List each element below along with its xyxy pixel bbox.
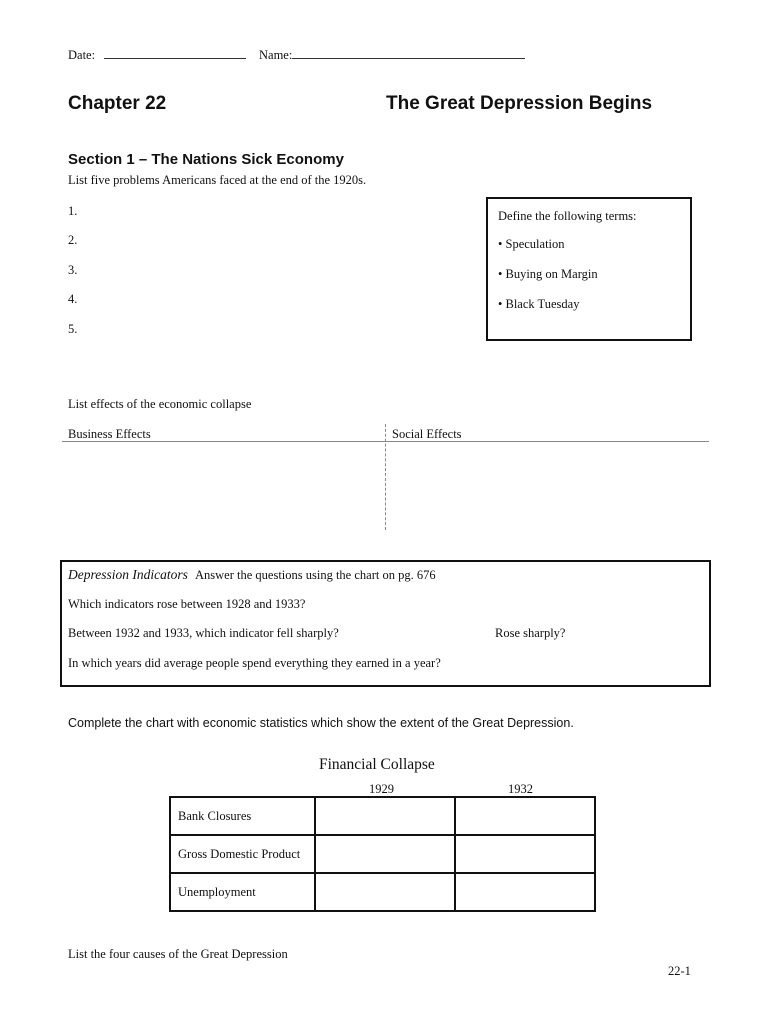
term-speculation: • Speculation (498, 237, 565, 251)
effects-prompt: List effects of the economic collapse (68, 397, 252, 411)
problem-item-4: 4. (68, 292, 78, 306)
indicators-question-2b: Rose sharply? (495, 626, 566, 640)
terms-box (486, 197, 692, 341)
indicators-question-2: Between 1932 and 1933, which indicator fell sharply? (68, 626, 339, 640)
name-line (259, 47, 525, 63)
table-row (170, 873, 595, 911)
depression-indicators-box (60, 560, 711, 687)
row-label-unemployment: Unemployment (170, 873, 315, 911)
social-effects-label: Social Effects (392, 427, 462, 441)
column-header-1929: 1929 (369, 782, 394, 796)
problem-item-3: 3. (68, 263, 78, 277)
name-label: Name: (259, 48, 293, 62)
business-effects-label: Business Effects (68, 427, 151, 441)
financial-collapse-table (169, 796, 596, 912)
cell-bank-closures-1929[interactable] (315, 797, 455, 835)
terms-box-title: Define the following terms: (498, 209, 637, 223)
indicators-question-1: Which indicators rose between 1928 and 1933? (68, 597, 306, 611)
causes-prompt: List the four causes of the Great Depression (68, 947, 288, 961)
cell-gdp-1932[interactable] (455, 835, 595, 873)
term-black-tuesday: • Black Tuesday (498, 297, 580, 311)
page-number: 22-1 (668, 964, 691, 978)
date-line (68, 47, 246, 63)
section1-heading: Section 1 – The Nations Sick Economy (68, 151, 344, 168)
effects-divider (385, 424, 386, 530)
cell-bank-closures-1932[interactable] (455, 797, 595, 835)
row-label-gdp: Gross Domestic Product (170, 835, 315, 873)
problem-item-1: 1. (68, 204, 78, 218)
date-blank[interactable] (104, 47, 246, 59)
cell-unemployment-1932[interactable] (455, 873, 595, 911)
column-header-1932: 1932 (508, 782, 533, 796)
indicators-instruction: Answer the questions using the chart on pg. 676 (195, 568, 436, 582)
name-blank[interactable] (292, 47, 525, 59)
indicators-heading (68, 567, 436, 583)
chapter-number: Chapter 22 (68, 93, 167, 114)
complete-chart-prompt: Complete the chart with economic statistics which show the extent of the Great Depression. (68, 716, 574, 730)
table-row (170, 835, 595, 873)
row-label-bank-closures: Bank Closures (170, 797, 315, 835)
cell-unemployment-1929[interactable] (315, 873, 455, 911)
indicators-title: Depression Indicators (68, 567, 188, 582)
financial-collapse-title: Financial Collapse (319, 756, 435, 773)
section1-prompt: List five problems Americans faced at the end of the 1920s. (68, 173, 367, 187)
problem-item-5: 5. (68, 322, 78, 336)
date-label: Date: (68, 48, 96, 62)
cell-gdp-1929[interactable] (315, 835, 455, 873)
table-row (170, 797, 595, 835)
chapter-title: The Great Depression Begins (386, 93, 653, 114)
term-buying-on-margin: • Buying on Margin (498, 267, 598, 281)
problem-item-2: 2. (68, 233, 78, 247)
indicators-question-3: In which years did average people spend everything they earned in a year? (68, 656, 441, 670)
